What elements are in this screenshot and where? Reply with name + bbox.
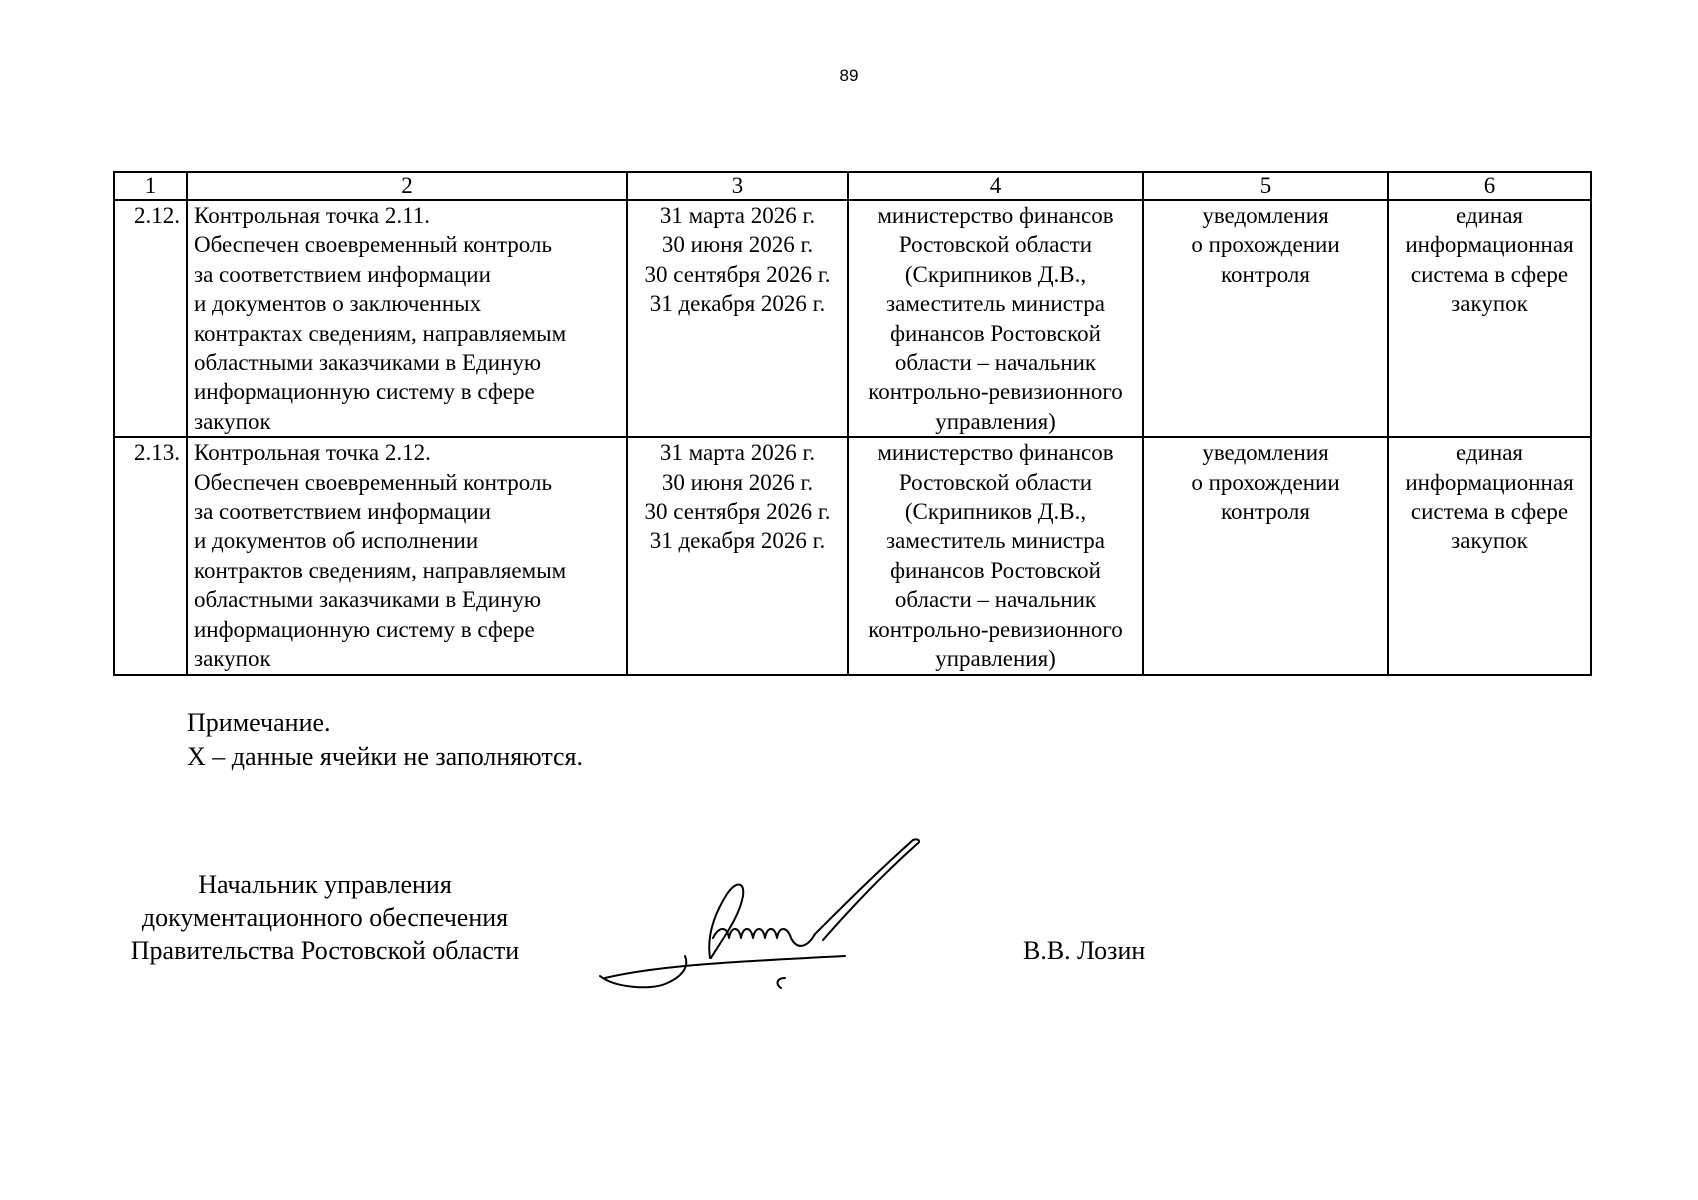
document-line: о прохождении <box>1191 469 1340 495</box>
dates-cell <box>627 437 848 674</box>
responsible-cell <box>848 437 1143 674</box>
system-line: система в сфере <box>1410 499 1569 525</box>
row-number-cell: 2.13. <box>114 437 187 674</box>
system-line: единая <box>1455 203 1523 228</box>
description-line: информационную систему в сфере <box>194 616 535 642</box>
row-number-cell: 2.12. <box>114 200 187 437</box>
description-line: контрактах сведениям, направляемым <box>194 320 567 346</box>
table-row <box>114 200 1591 437</box>
system-cell <box>1388 200 1591 437</box>
column-header: 5 <box>1143 172 1388 200</box>
handwritten-signature <box>595 838 925 990</box>
description-line: за соответствием информации <box>194 499 491 525</box>
responsible-cell <box>848 200 1143 437</box>
system-line: единая <box>1455 440 1523 466</box>
document-line: контроля <box>1221 499 1310 525</box>
dates-cell <box>627 200 848 437</box>
note-text: Х – данные ячейки не заполняются. <box>187 742 584 771</box>
column-header: 3 <box>627 172 848 200</box>
column-header: 1 <box>114 172 187 200</box>
document-line: уведомления <box>1202 203 1329 228</box>
note <box>187 706 583 774</box>
description-cell <box>187 437 627 674</box>
system-line: информационная <box>1405 232 1574 258</box>
dates-line: 31 декабря 2026 г. <box>649 291 826 317</box>
responsible-line: Ростовской области <box>898 232 1093 258</box>
description-line: областными заказчиками в Единую <box>194 587 542 613</box>
signatory-position-line: Начальник управления <box>198 870 452 899</box>
description-line: и документов о заключенных <box>194 291 482 317</box>
page-number: 89 <box>839 66 859 85</box>
responsible-line: контрольно-ревизионного <box>868 379 1123 405</box>
description-line: информационную систему в сфере <box>194 379 535 405</box>
description-line: закупок <box>194 646 271 672</box>
dates-line: 31 марта 2026 г. <box>659 440 816 466</box>
responsible-line: заместитель министра <box>886 528 1105 554</box>
description-line: Контрольная точка 2.12. <box>194 440 431 466</box>
description-line: контрактов сведениям, направляемым <box>194 557 567 583</box>
responsible-line: (Скрипников Д.В., <box>904 261 1087 287</box>
control-points-table <box>113 171 1592 676</box>
document-line: уведомления <box>1202 440 1329 466</box>
system-line: информационная <box>1405 469 1574 495</box>
responsible-line: области – начальник <box>894 350 1097 376</box>
responsible-line: финансов Ростовской <box>890 320 1101 346</box>
column-header: 2 <box>187 172 627 200</box>
responsible-line: (Скрипников Д.В., <box>904 499 1087 525</box>
dates-line: 30 сентября 2026 г. <box>644 261 831 287</box>
description-line: закупок <box>194 408 271 434</box>
table-row <box>114 437 1591 674</box>
description-line: Контрольная точка 2.11. <box>194 203 430 228</box>
signatory-position-line: Правительства Ростовской области <box>130 936 520 965</box>
note-title: Примечание. <box>187 708 331 737</box>
responsible-line: заместитель министра <box>886 291 1105 317</box>
responsible-line: Ростовской области <box>898 469 1093 495</box>
responsible-line: финансов Ростовской <box>890 557 1101 583</box>
column-header: 6 <box>1388 172 1591 200</box>
description-line: областными заказчиками в Единую <box>194 350 542 376</box>
document-line: о прохождении <box>1191 232 1340 258</box>
description-cell <box>187 200 627 437</box>
dates-line: 30 июня 2026 г. <box>661 232 814 258</box>
dates-line: 31 марта 2026 г. <box>659 203 816 228</box>
dates-line: 30 сентября 2026 г. <box>644 499 831 525</box>
dates-line: 31 декабря 2026 г. <box>649 528 826 554</box>
responsible-line: управления) <box>935 646 1056 672</box>
system-line: система в сфере <box>1410 261 1569 287</box>
responsible-line: министерство финансов <box>877 203 1114 228</box>
signatory-position <box>100 868 550 967</box>
responsible-line: управления) <box>935 408 1056 434</box>
document-cell <box>1143 200 1388 437</box>
system-cell <box>1388 437 1591 674</box>
document-cell <box>1143 437 1388 674</box>
system-line: закупок <box>1451 291 1528 317</box>
responsible-line: области – начальник <box>894 587 1097 613</box>
table-header-row <box>114 172 1591 200</box>
responsible-line: министерство финансов <box>877 440 1114 466</box>
system-line: закупок <box>1451 528 1528 554</box>
document-line: контроля <box>1221 261 1310 287</box>
responsible-line: контрольно-ревизионного <box>868 616 1123 642</box>
description-line: и документов об исполнении <box>194 528 479 554</box>
description-line: за соответствием информации <box>194 261 491 287</box>
description-line: Обеспечен своевременный контроль <box>194 469 552 495</box>
description-line: Обеспечен своевременный контроль <box>194 232 552 258</box>
signatory-position-line: документационного обеспечения <box>141 903 509 932</box>
dates-line: 30 июня 2026 г. <box>661 469 814 495</box>
signatory-name: В.В. Лозин <box>1023 936 1146 965</box>
column-header: 4 <box>848 172 1143 200</box>
